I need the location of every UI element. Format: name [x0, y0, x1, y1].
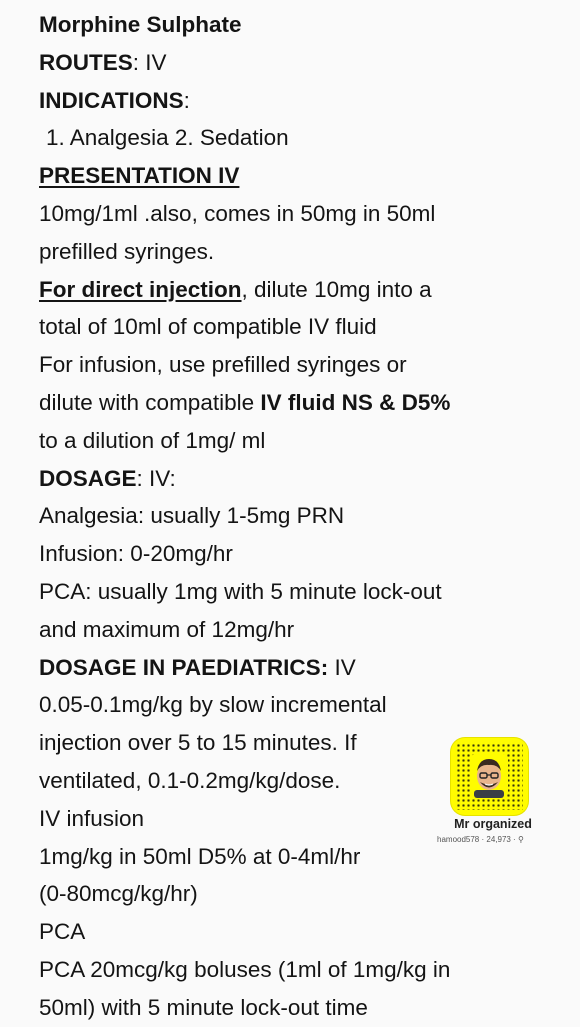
infusion-line-3: to a dilution of 1mg/ ml	[39, 427, 266, 453]
direct-injection-label: For direct injection	[39, 276, 242, 302]
presentation-heading: PRESENTATION IV	[39, 163, 240, 189]
dosage-analgesia: Analgesia: usually 1-5mg PRN	[39, 503, 345, 529]
infusion-line-2-start: dilute with compatible	[39, 389, 261, 415]
paediatrics-infusion-line-2: (0-80mcg/kg/hr)	[39, 881, 198, 907]
dosage-heading	[39, 460, 559, 498]
infusion-line-2	[39, 384, 559, 422]
routes-label: ROUTES	[39, 49, 133, 75]
presentation-line-1: 10mg/1ml .also, comes in 50mg in 50ml	[39, 200, 436, 226]
indications-heading	[39, 82, 559, 120]
indications-value: 1. Analgesia 2. Sedation	[46, 125, 289, 151]
snapcode-icon	[451, 738, 528, 815]
routes-line	[39, 44, 559, 82]
direct-injection-rest: , dilute 10mg into a	[241, 276, 432, 302]
drug-title: Morphine Sulphate	[39, 12, 242, 37]
presentation-line-2: prefilled syringes.	[39, 238, 215, 264]
indications-label: INDICATIONS	[39, 87, 184, 113]
document-body	[39, 6, 559, 1027]
presentation-heading-row	[39, 157, 559, 195]
paediatrics-heading	[39, 649, 559, 687]
paediatrics-iv-infusion: IV infusion	[39, 805, 145, 831]
paediatrics-pca-line-1: PCA 20mcg/kg boluses (1ml of 1mg/kg in	[39, 956, 451, 982]
paediatrics-line-2: injection over 5 to 15 minutes. If	[39, 730, 357, 756]
dosage-value: : IV:	[136, 465, 176, 491]
paediatrics-pca-heading: PCA	[39, 919, 86, 945]
snapcode-badge[interactable]	[437, 738, 580, 858]
paediatrics-label: DOSAGE IN PAEDIATRICS:	[39, 654, 329, 680]
paediatrics-infusion-line-1: 1mg/kg in 50ml D5% at 0-4ml/hr	[39, 843, 361, 869]
direct-injection-line-2: total of 10ml of compatible IV fluid	[39, 314, 377, 340]
paediatrics-value: IV	[328, 654, 356, 680]
direct-injection-line	[39, 271, 559, 309]
snapcode-name: Mr organized	[454, 817, 532, 831]
bitmoji-avatar	[470, 754, 508, 798]
dosage-pca-line-1: PCA: usually 1mg with 5 minute lock-out	[39, 578, 442, 604]
dosage-label: DOSAGE	[39, 465, 137, 491]
dosage-pca-line-2: and maximum of 12mg/hr	[39, 616, 295, 642]
snapcode-handle: hamood578 · 24,973 · ⚲	[437, 835, 524, 844]
infusion-line-1: For infusion, use prefilled syringes or	[39, 352, 407, 378]
infusion-fluid-bold: IV fluid NS & D5%	[260, 389, 451, 415]
dosage-infusion: Infusion: 0-20mg/hr	[39, 541, 233, 567]
bitmoji-face-icon	[470, 754, 508, 798]
paediatrics-pca-line-2: 50ml) with 5 minute lock-out time	[39, 994, 368, 1020]
paediatrics-line-3: ventilated, 0.1-0.2mg/kg/dose.	[39, 767, 341, 793]
paediatrics-line-1: 0.05-0.1mg/kg by slow incremental	[39, 692, 387, 718]
routes-value: : IV	[132, 49, 167, 75]
indications-colon: :	[183, 87, 190, 113]
